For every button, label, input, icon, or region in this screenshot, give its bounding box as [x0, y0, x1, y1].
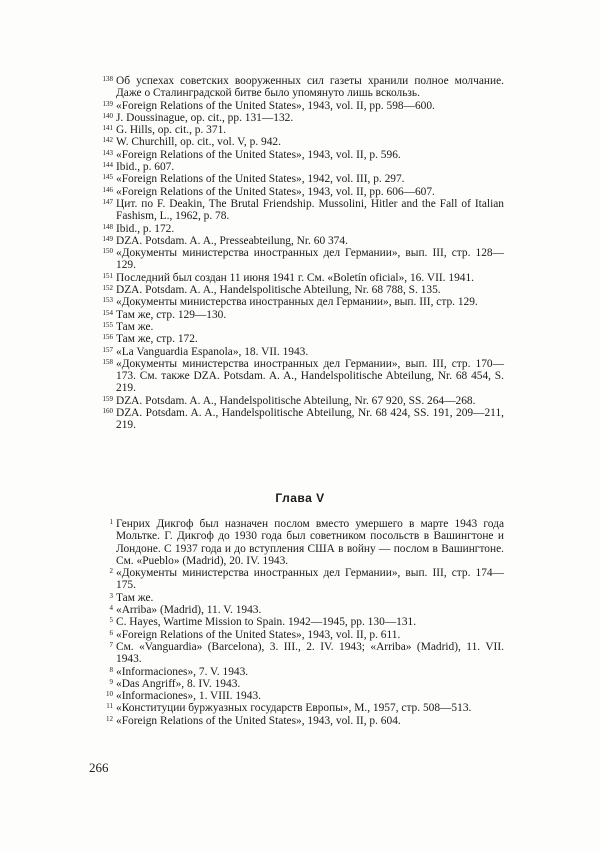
footnote-text: DZA. Potsdam. A. A., Handelspolitische Abteilung, Nr. 68 788, S. 135. [116, 284, 441, 297]
footnote-text: Об успехах советских вооруженных сил газеты хранили полное молчание. Даже о Сталинградской битве было упомянуто лишь вскользь. [116, 75, 504, 100]
footnote [88, 604, 504, 616]
footnote [88, 272, 504, 284]
footnote-number: 10 [106, 690, 113, 699]
footnote-text: «Документы министерства иностранных дел Германии», вып. III, стр. 170—173. См. также DZA. Potsdam. A. A., Handelspolitische Abteilung, Nr. 68 454, S. 219. [116, 357, 504, 395]
footnote [88, 296, 504, 308]
footnote-number: 152 [102, 284, 113, 293]
footnote [88, 235, 504, 247]
footnote-number: 150 [102, 247, 113, 256]
footnote [88, 715, 504, 727]
footnote-text: «Конституции буржуазных государств Европы», М., 1957, стр. 508—513. [116, 702, 472, 715]
footnote-text: «Arriba» (Madrid), 11. V. 1943. [116, 604, 262, 617]
footnote [88, 136, 504, 148]
footnote-number: 154 [102, 308, 113, 317]
footnote-number: 160 [102, 407, 113, 416]
footnote [88, 223, 504, 235]
footnote [88, 395, 504, 407]
footnote [88, 333, 504, 345]
footnote-number: 153 [102, 296, 113, 305]
footnote-number: 138 [102, 75, 113, 83]
footnote-text: DZA. Potsdam. A. A., Presseabteilung, Nr. 60 374. [116, 234, 348, 247]
footnote-number: 141 [102, 124, 113, 133]
footnote-number: 157 [102, 345, 113, 354]
footnote-number: 11 [106, 702, 113, 711]
footnote-text: Там же, стр. 129—130. [116, 308, 227, 321]
footnote-text: «Foreign Relations of the United States», 1943, vol. II, pp. 598—600. [116, 99, 435, 112]
footnote-text: «Informaciones», 7. V. 1943. [116, 665, 249, 678]
footnote-number: 155 [102, 320, 113, 329]
footnote-number: 5 [109, 616, 113, 625]
footnote [88, 112, 504, 124]
footnote-number: 144 [102, 161, 113, 170]
footnote-text: См. «Vanguardia» (Barcelona), 3. III., 2. IV. 1943; «Arriba» (Madrid), 11. VII. 1943. [116, 640, 504, 666]
footnote [88, 641, 504, 666]
footnote [88, 346, 504, 358]
footnote-text: C. Hayes, Wartime Mission to Spain. 1942—1945, pp. 130—131. [116, 616, 417, 629]
footnote [88, 124, 504, 136]
footnotes-top [88, 75, 504, 432]
footnote-text: «Документы министерства иностранных дел Германии», вып. III, стр. 128—129. [116, 247, 504, 272]
footnote-text: «Informaciones», 1. VIII. 1943. [116, 690, 261, 703]
footnote-number: 4 [109, 604, 113, 613]
footnote-number: 3 [109, 591, 113, 600]
footnote-text: «Foreign Relations of the United States», 1943, vol. II, pp. 606—607. [116, 185, 435, 198]
footnote-text: «Foreign Relations of the United States», 1943, vol. II, p. 604. [116, 714, 401, 727]
footnote [88, 358, 504, 395]
footnote-number: 145 [102, 173, 113, 182]
footnote-number: 7 [109, 640, 113, 649]
footnote-text: «Foreign Relations of the United States», 1943, vol. II, p. 611. [116, 628, 401, 641]
footnote-text: DZA. Potsdam. A. A., Handelspolitische Abteilung, Nr. 68 424, SS. 191, 209—211, 219. [116, 407, 504, 432]
footnote-number: 156 [102, 333, 113, 342]
footnote-text: J. Doussinague, op. cit., pp. 131—132. [116, 111, 294, 124]
footnote [88, 198, 504, 223]
footnote-number: 158 [102, 357, 113, 366]
footnote-text: «Документы министерства иностранных дел Германии», вып. III, стр. 129. [116, 296, 478, 309]
footnote [88, 247, 504, 272]
footnote [88, 186, 504, 198]
footnote [88, 407, 504, 432]
footnote-number: 148 [102, 222, 113, 231]
footnote [88, 518, 504, 567]
footnotes-bottom [88, 518, 504, 727]
footnote-text: Ibid., p. 172. [116, 222, 175, 235]
footnote-text: Генрих Дикгоф был назначен послом вместо умершего в марте 1943 года Мольтке. Г. Дикгоф до 1930 года был советником посольств в Вашингтоне и Лондоне. С 1937 года и до вступления США в войну — послом в Вашингтоне. См. «Pueblo» (Madrid), 20. IV. 1943. [116, 518, 504, 567]
chapter-title: Глава V [275, 491, 325, 505]
footnote-number: 149 [102, 234, 113, 243]
footnote-number: 143 [102, 148, 113, 157]
footnote [88, 100, 504, 112]
footnote-number: 146 [102, 185, 113, 194]
footnote [88, 702, 504, 714]
footnote-text: Там же. [116, 320, 154, 333]
footnote [88, 161, 504, 173]
footnote-text: «La Vanguardia Espanola», 18. VII. 1943. [116, 345, 309, 358]
footnote-text: Ibid., p. 607. [116, 161, 175, 174]
footnote [88, 309, 504, 321]
footnote-number: 151 [102, 271, 113, 280]
footnote [88, 678, 504, 690]
footnote-text: «Документы министерства иностранных дел Германии», вып. III, стр. 174—175. [116, 567, 504, 592]
footnote-number: 139 [102, 99, 113, 108]
footnote-number: 9 [109, 677, 113, 686]
footnote-text: «Foreign Relations of the United States», 1943, vol. II, p. 596. [116, 148, 401, 161]
footnote [88, 173, 504, 185]
footnote-text: Последний был создан 11 июня 1941 г. См. «Boletín oficial», 16. VII. 1941. [116, 271, 474, 284]
footnote [88, 149, 504, 161]
footnote [88, 284, 504, 296]
footnote [88, 629, 504, 641]
page-number: 266 [89, 760, 109, 775]
footnote-number: 2 [109, 567, 113, 576]
footnote-number: 6 [109, 628, 113, 637]
footnote-text: Там же. [116, 591, 154, 604]
footnote [88, 321, 504, 333]
footnote [88, 567, 504, 592]
footnote-text: W. Churchill, op. cit., vol. V, p. 942. [116, 136, 281, 149]
footnote-number: 1 [109, 518, 113, 526]
footnote [88, 592, 504, 604]
footnote-number: 147 [102, 197, 113, 206]
footnote-number: 159 [102, 394, 113, 403]
footnote-text: «Foreign Relations of the United States», 1942, vol. III, p. 297. [116, 173, 405, 186]
footnote-text: DZA. Potsdam. A. A., Handelspolitische Abteilung, Nr. 67 920, SS. 264—268. [116, 394, 476, 407]
footnote-number: 142 [102, 136, 113, 145]
footnote [88, 616, 504, 628]
footnote [88, 666, 504, 678]
footnote-number: 12 [106, 714, 113, 723]
footnote-text: Цит. по F. Deakin, The Brutal Friendship. Mussolini, Hitler and the Fall of Italian Fashism, L., 1962, p. 78. [116, 197, 504, 223]
footnote-text: G. Hills, op. cit., p. 371. [116, 124, 227, 137]
footnote [88, 75, 504, 100]
footnote-number: 8 [109, 665, 113, 674]
footnote-text: «Das Angriff», 8. IV. 1943. [116, 677, 241, 690]
footnote [88, 690, 504, 702]
footnote-number: 140 [102, 111, 113, 120]
footnote-text: Там же, стр. 172. [116, 333, 198, 346]
